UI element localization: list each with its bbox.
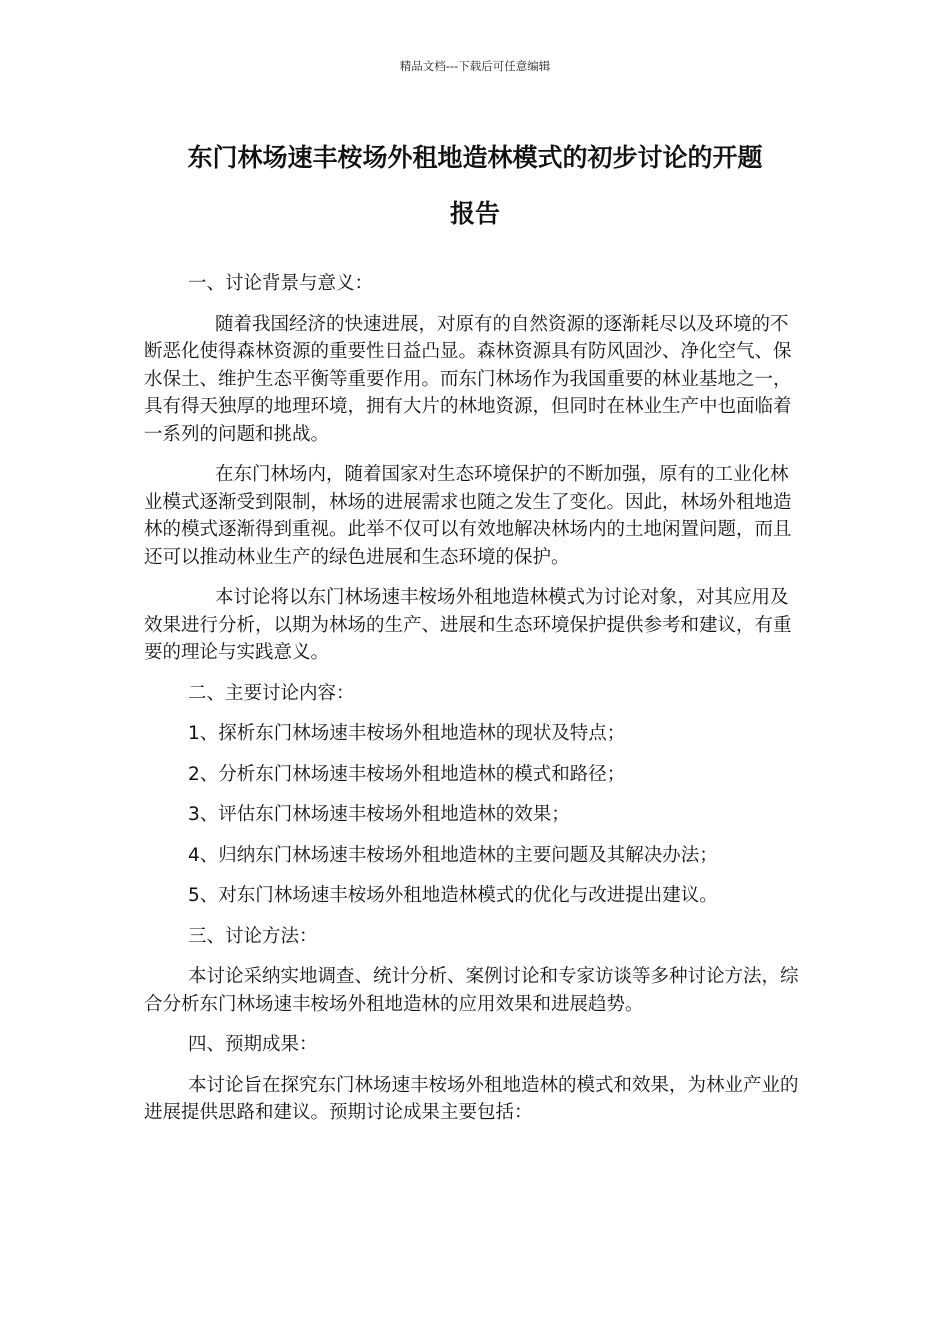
paragraph: 在东门林场内，随着国家对生态环境保护的不断加强，原有的工业化林业模式逐渐受到限制，林场的进展需求也随之发生了变化。因此，林场外租地造林的模式逐渐得到重视。此举不仅可以有效地解决林场内的土地闲置问题，而且还可以推动林业生产的绿色进展和生态环境的保护。 bbox=[144, 464, 792, 568]
section-heading-outcomes: 四、预期成果： bbox=[188, 1034, 318, 1055]
paragraph: 本讨论旨在探究东门林场速丰桉场外租地造林的模式和效果，为林业产业的进展提供思路和建议。预期讨论成果主要包括： bbox=[144, 1074, 799, 1123]
page-header: 精品文档---下载后可任意编辑 bbox=[399, 59, 551, 73]
document-body bbox=[144, 270, 804, 1127]
list-item: 3、评估东门林场速丰桉场外租地造林的效果； bbox=[188, 804, 570, 825]
list-item: 5、对东门林场速丰桉场外租地造林模式的优化与改进提出建议。 bbox=[188, 885, 718, 906]
section-heading-method: 三、讨论方法： bbox=[188, 925, 318, 947]
title-line-1: 东门林场速丰桉场外租地造林模式的初步讨论的开题 bbox=[187, 143, 763, 172]
paragraph: 随着我国经济的快速进展，对原有的自然资源的逐渐耗尽以及环境的不断恶化使得森林资源的重要性日益凸显。森林资源具有防风固沙、净化空气、保水保土、维护生态平衡等重要作用。而东门林场作为我国重要的林业基地之一，具有得天独厚的地理环境，拥有大片的林地资源，但同时在林业生产中也面临着一系列的问题和挑战。 bbox=[144, 313, 792, 445]
list-item: 1、探析东门林场速丰桉场外租地造林的现状及特点； bbox=[188, 723, 626, 744]
paragraph: 本讨论将以东门林场速丰桉场外租地造林模式为讨论对象，对其应用及效果进行分析，以期为林场的生产、进展和生态环境保护提供参考和建议，有重要的理论与实践意义。 bbox=[144, 587, 792, 663]
list-item: 4、归纳东门林场速丰桉场外租地造林的主要问题及其解决办法； bbox=[188, 844, 718, 866]
section-heading-content: 二、主要讨论内容： bbox=[188, 682, 355, 704]
document-title bbox=[130, 130, 820, 242]
title-line-2: 报告 bbox=[449, 199, 500, 228]
paragraph: 本讨论采纳实地调查、统计分析、案例讨论和专家访谈等多种讨论方法，综合分析东门林场速丰桉场外租地造林的应用效果和进展趋势。 bbox=[144, 966, 799, 1015]
section-heading-background: 一、讨论背景与意义： bbox=[188, 273, 374, 294]
list-item: 2、分析东门林场速丰桉场外租地造林的模式和路径； bbox=[188, 763, 626, 785]
